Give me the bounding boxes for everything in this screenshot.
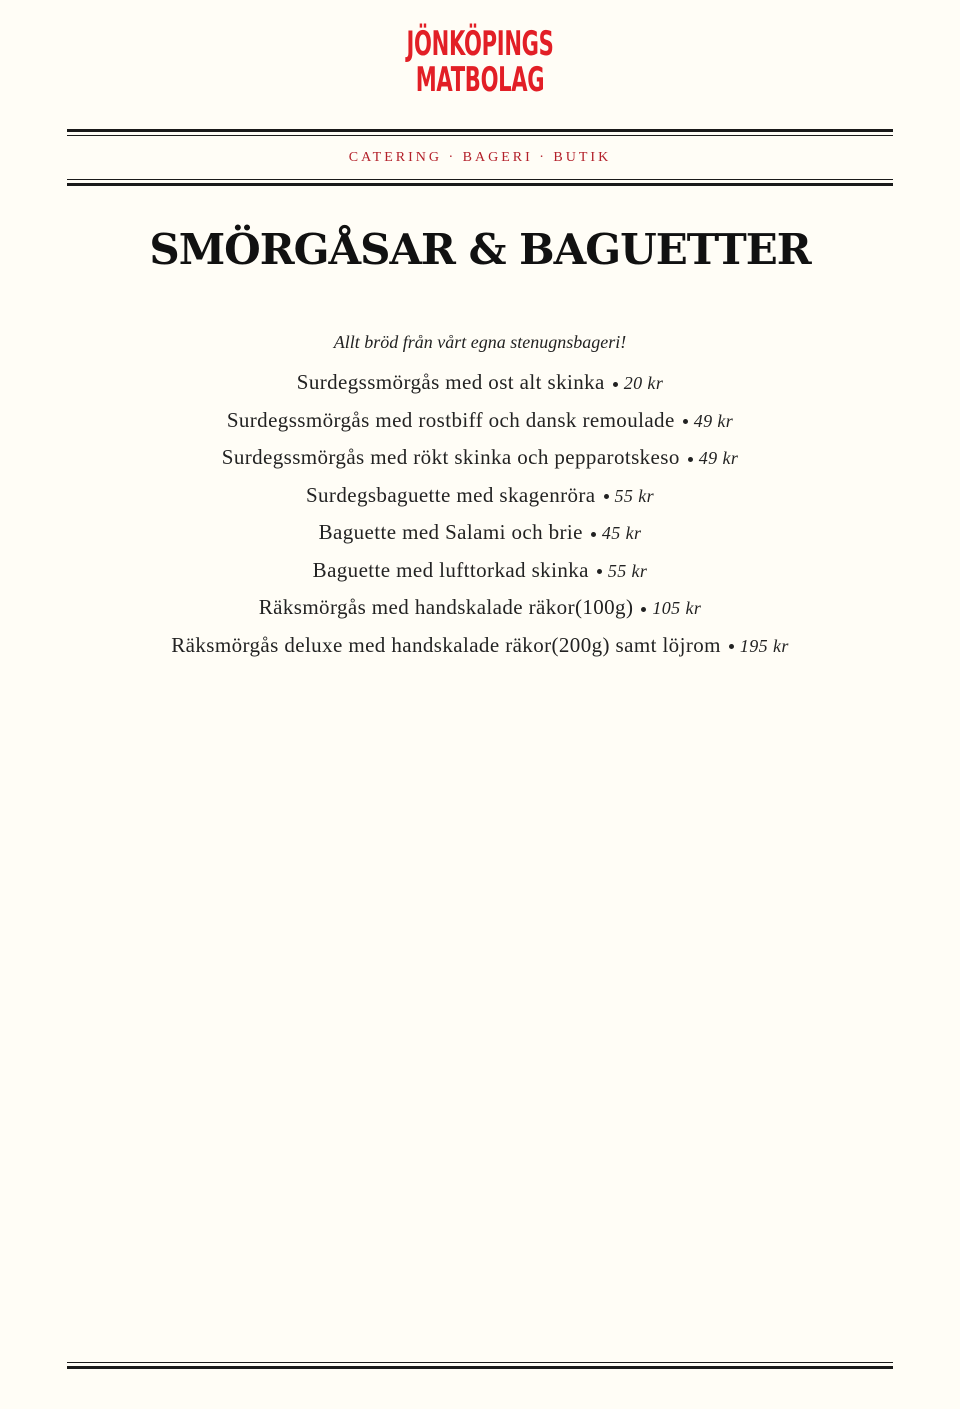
menu-item <box>0 477 960 515</box>
page-title: SMÖRGÅSAR & BAGUETTER <box>149 225 811 274</box>
menu-item-price: 49 kr <box>698 448 739 468</box>
menu-item <box>0 552 960 590</box>
menu-item-price: 49 kr <box>693 410 734 431</box>
menu-item-price: 195 kr <box>739 635 789 656</box>
menu-item-name: Surdegsbaguette med skagenröra <box>305 482 596 507</box>
bullet-icon <box>688 457 693 462</box>
tagline-divider-thick <box>67 183 893 186</box>
menu-item-name: Räksmörgås deluxe med handskalade räkor(200g) samt löjrom <box>171 632 721 657</box>
menu-item-name: Surdegssmörgås med rostbiff och dansk remoulade <box>226 407 675 432</box>
menu-item-name: Surdegssmörgås med ost alt skinka <box>296 370 605 394</box>
brand-line-1: JÖNKÖPINGS <box>406 24 554 64</box>
bullet-icon <box>683 419 688 424</box>
menu-item-price: 105 kr <box>652 598 702 618</box>
bullet-icon <box>613 382 618 387</box>
bullet-icon <box>604 494 609 499</box>
top-divider-thick <box>67 129 893 132</box>
bottom-divider-thick <box>67 1366 893 1369</box>
menu-item-name: Surdegssmörgås med rökt skinka och pepparotskeso <box>221 445 680 469</box>
menu-item-name: Baguette med Salami och brie <box>318 520 583 544</box>
menu-item-price: 20 kr <box>623 373 664 393</box>
tagline-divider-thin <box>67 179 893 180</box>
menu-item-name: Baguette med lufttorkad skinka <box>312 557 589 582</box>
bullet-icon <box>729 644 734 649</box>
menu-list <box>0 364 960 664</box>
top-divider-thin <box>67 135 893 136</box>
brand-line-2: MATBOLAG <box>415 60 545 100</box>
intro-text: Allt bröd från vårt egna stenugnsbageri! <box>333 332 627 352</box>
brand-logo <box>0 24 960 100</box>
menu-item <box>0 439 960 477</box>
bullet-icon <box>641 607 646 612</box>
menu-item <box>0 589 960 627</box>
menu-item <box>0 364 960 402</box>
menu-item-price: 55 kr <box>614 485 655 506</box>
bullet-icon <box>597 569 602 574</box>
menu-item <box>0 627 960 665</box>
bullet-icon <box>591 532 596 537</box>
menu-item-price: 55 kr <box>607 560 648 581</box>
tagline: CATERING · BAGERI · BUTIK <box>348 150 612 165</box>
menu-item-name: Räksmörgås med handskalade räkor(100g) <box>258 595 634 619</box>
menu-item <box>0 514 960 552</box>
bottom-divider-thin <box>67 1362 893 1363</box>
menu-item-price: 45 kr <box>601 523 642 543</box>
menu-item <box>0 402 960 440</box>
